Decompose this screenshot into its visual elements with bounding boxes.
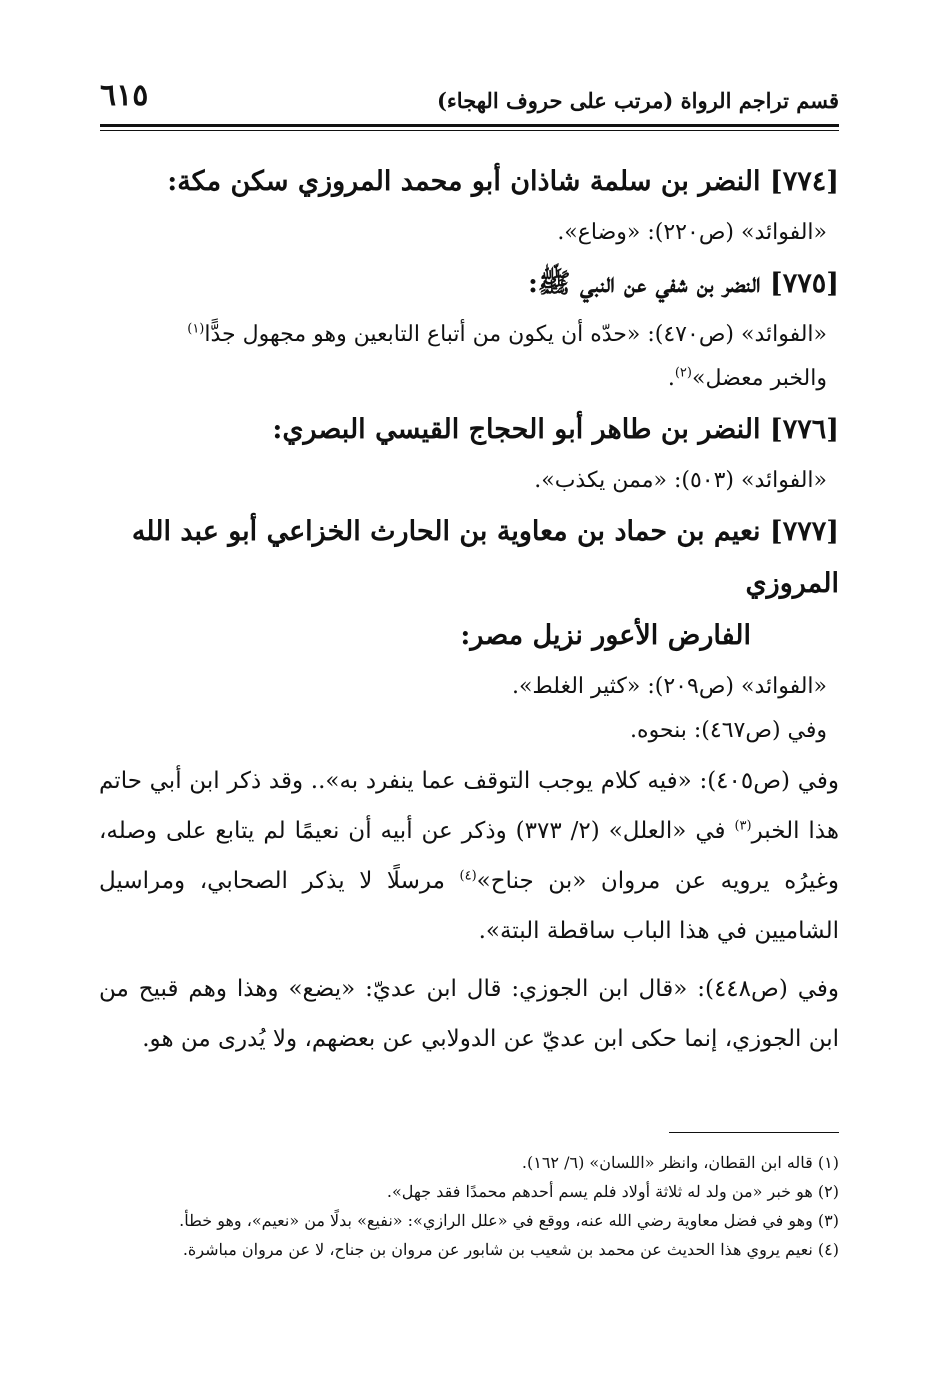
entry-777-para1-text-c: مرسلًا لا يذكر الصحابي، ومراسيل الشاميين في هذا الباب ساقطة البتة». — [99, 868, 839, 944]
footnote-ref-4[interactable]: (٤) — [459, 868, 477, 884]
main-text — [99, 150, 839, 1072]
entry-777-line-b: وفي (ص٤٦٧): بنحوه. — [630, 718, 827, 743]
entry-776-line: «الفوائد» (٥٠٣): «ممن يكذب». — [534, 468, 827, 493]
footnote-1: (١) قاله ابن القطان، وانظر «اللسان» (٦/ ١٦٢). — [521, 1153, 839, 1172]
footnote-ref-2[interactable]: (٢) — [674, 365, 692, 381]
entry-775-line-2 — [99, 360, 839, 398]
footnote-ref-1[interactable]: (١) — [187, 321, 205, 337]
entry-777-para1-text-b: في «العلل» (٢/ ٣٧٣) وذكر عن أبيه أن نعيمًا لم يتابع على وصله، وغيرُه يرويه عن مروان «بن جناح» — [99, 818, 840, 894]
footnote-3: (٣) وهو في فضل معاوية رضي الله عنه، ووقع في «علل الرازي»: «نفيع» بدلًا من «نعيم»، وهو خطأ. — [179, 1211, 839, 1230]
footnote-2: (٢) هو خبر «من ولد له ثلاثة أولاد فلم يسم أحدهم محمدًا فقد جهل». — [386, 1182, 839, 1201]
footnote-4: (٤) نعيم يروي هذا الحديث عن محمد بن شعيب بن شابور عن مروان بن جناح، لا عن مروان مباشرة. — [182, 1240, 839, 1259]
header-rule-thin — [100, 130, 839, 131]
entry-775-text-2: والخبر معضل» — [691, 366, 827, 391]
entry-775-text-2-end: . — [667, 366, 675, 391]
entry-775-heading: [٧٧٥] النضر بن شفي عن النبي ﷺ: — [527, 268, 839, 299]
running-header-title: قسم تراجم الرواة (مرتب على حروف الهجاء) — [436, 88, 839, 113]
entry-777-heading — [99, 506, 839, 662]
entry-776-heading: [٧٧٦] النضر بن طاهر أبو الحجاج القيسي البصري: — [272, 414, 839, 445]
entry-777-line-a: «الفوائد» (ص٢٠٩): «كثير الغلط». — [511, 674, 827, 699]
footnote-separator — [669, 1132, 839, 1133]
entry-777-para1-text-a: وفي (ص٤٠٥): «فيه كلام يوجب التوقف عما ينفرد به».. وقد ذكر ابن أبي حاتم هذا الخبر — [99, 768, 840, 844]
footnotes — [99, 1148, 839, 1264]
entry-777-heading-line-1: [٧٧٧] نعيم بن حماد بن معاوية بن الحارث الخزاعي أبو عبد الله المروزي — [131, 516, 839, 599]
entry-777-heading-line-2: الفارض الأعور نزيل مصر: — [460, 620, 751, 651]
entry-775-line-1 — [99, 316, 839, 354]
header-rule-thick — [100, 124, 839, 127]
page-number: ٦١٥ — [100, 78, 149, 113]
entry-775-text-1: «الفوائد» (ص٤٧٠): «حدّه أن يكون من أتباع التابعين وهو مجهول جدًّا — [204, 322, 827, 347]
entry-777-paragraph-2: وفي (ص٤٤٨): «قال ابن الجوزي: قال ابن عديّ: «يضع» وهذا وهم قبيح من ابن الجوزي، إنما حكى ابن عديّ عن الدولابي عن بعضهم، ولا يُدرى من هو. — [99, 976, 839, 1052]
entry-774-heading: [٧٧٤] النضر بن سلمة شاذان أبو محمد المروزي سكن مكة: — [167, 166, 839, 197]
entry-777-paragraph-1 — [99, 756, 839, 956]
entry-774-line: «الفوائد» (ص٢٢٠): «وضاع». — [557, 220, 827, 245]
footnote-ref-3[interactable]: (٣) — [734, 818, 752, 834]
